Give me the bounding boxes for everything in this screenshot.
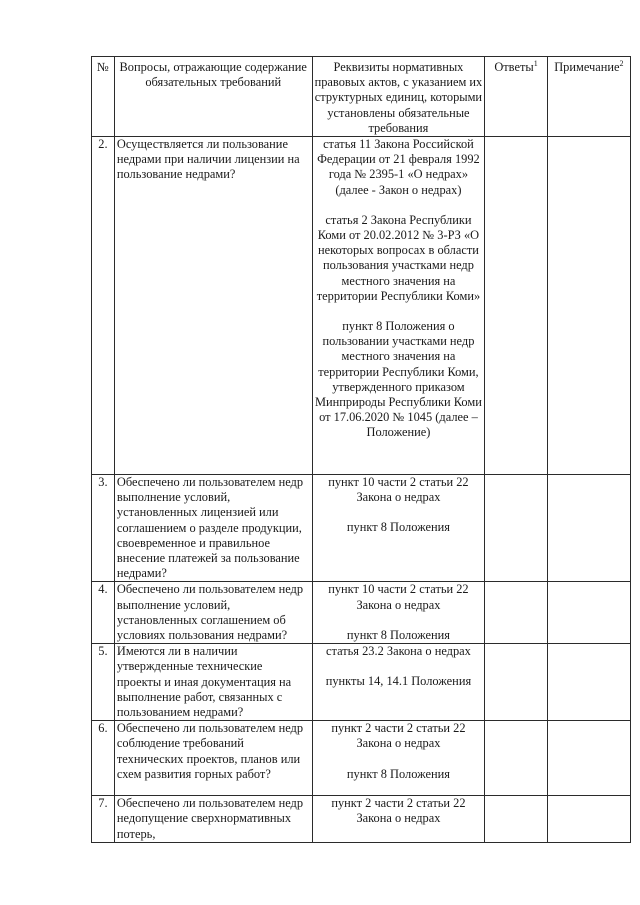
row-note-cell[interactable]: [547, 582, 630, 644]
header-note: [547, 57, 630, 137]
table-row: [92, 796, 631, 843]
row-requisites: [312, 475, 485, 582]
row-answer-cell[interactable]: [485, 137, 547, 475]
row-question: Осуществляется ли пользование недрами при наличии лицензии на пользование недрами?: [114, 137, 312, 475]
row-note-cell[interactable]: [547, 796, 630, 843]
row-requisites: [312, 582, 485, 644]
row-question: Обеспечено ли пользователем недр соблюдение требований технических проектов, планов или схем развития горных работ?: [114, 721, 312, 796]
row-number: 5.: [92, 644, 115, 721]
requisite-text: пункт 8 Положения: [346, 627, 450, 642]
row-note-cell[interactable]: [547, 137, 630, 475]
table-row: [92, 475, 631, 582]
row-note-cell[interactable]: [547, 721, 630, 796]
row-question: Обеспечено ли пользователем недр недопущение сверхнормативных потерь,: [114, 796, 312, 843]
row-number: 2.: [92, 137, 115, 475]
row-answer-cell[interactable]: [485, 644, 547, 721]
row-answer-cell[interactable]: [485, 475, 547, 582]
row-note-cell[interactable]: [547, 475, 630, 582]
header-answers: [485, 57, 547, 137]
footnote-ref-2: 2: [619, 58, 624, 68]
requisite-text: пункт 10 части 2 статьи 22 Закона о недрах: [328, 475, 469, 505]
table-row: [92, 582, 631, 644]
requisite-text: пункт 8 Положения: [346, 520, 450, 535]
row-requisites: [312, 721, 485, 796]
requirements-table: [91, 56, 631, 843]
row-question: Имеются ли в наличии утвержденные технические проекты и иная документация на выполнение работ, связанных с пользованием недрами?: [114, 644, 312, 721]
header-num: №: [92, 57, 115, 137]
row-number: 6.: [92, 721, 115, 796]
row-requisites: [312, 644, 485, 721]
table-row: [92, 137, 631, 475]
header-requisites: Реквизиты нормативных правовых актов, с указанием их структурных единиц, которыми установлены обязательные требования: [312, 57, 485, 137]
table-row: [92, 644, 631, 721]
row-number: 7.: [92, 796, 115, 843]
requisite-text: пункт 2 части 2 статьи 22 Закона о недрах: [331, 721, 466, 751]
row-number: 3.: [92, 475, 115, 582]
requisite-text: пункт 10 части 2 статьи 22 Закона о недрах: [328, 582, 469, 612]
table-row: [92, 721, 631, 796]
row-requisites: [312, 137, 485, 475]
header-row: [92, 57, 631, 137]
header-questions: Вопросы, отражающие содержание обязательных требований: [114, 57, 312, 137]
requisite-text: пункт 8 Положения: [346, 766, 450, 781]
footnote-ref-1: 1: [533, 58, 538, 68]
header-note-label: Примечание: [554, 60, 620, 74]
row-answer-cell[interactable]: [485, 582, 547, 644]
requisite-text: статья 2 Закона Республики Коми от 20.02.2012 № 3-РЗ «О некоторых вопросах в области пользования участками недр местного значения на территории Республики Коми»: [316, 212, 481, 303]
requisite-text: статья 11 Закона Российской Федерации от 21 февраля 1992 года № 2395-1 «О недрах» (далее - Закон о недрах): [317, 137, 480, 197]
row-question: Обеспечено ли пользователем недр выполнение условий, установленных соглашением об условиях пользования недрами?: [114, 582, 312, 644]
requisite-text: пункты 14, 14.1 Положения: [325, 674, 472, 689]
requisite-text: статья 23.2 Закона о недрах: [326, 644, 471, 659]
row-answer-cell[interactable]: [485, 721, 547, 796]
row-note-cell[interactable]: [547, 644, 630, 721]
requisite-text: пункт 2 части 2 статьи 22 Закона о недрах: [331, 796, 466, 826]
header-answers-label: Ответы: [494, 60, 534, 74]
row-number: 4.: [92, 582, 115, 644]
row-question: Обеспечено ли пользователем недр выполнение условий, установленных лицензией или соглашением о разделе продукции, своевременное и правильное внесение платежей за пользование недрами?: [114, 475, 312, 582]
row-answer-cell[interactable]: [485, 796, 547, 843]
row-requisites: [312, 796, 485, 843]
requisite-text: пункт 8 Положения о пользовании участками недр местного значения на территории Республики Коми, утвержденного приказом Минприроды Республики Коми от 17.06.2020 № 1045 (далее – Положение): [315, 319, 482, 440]
